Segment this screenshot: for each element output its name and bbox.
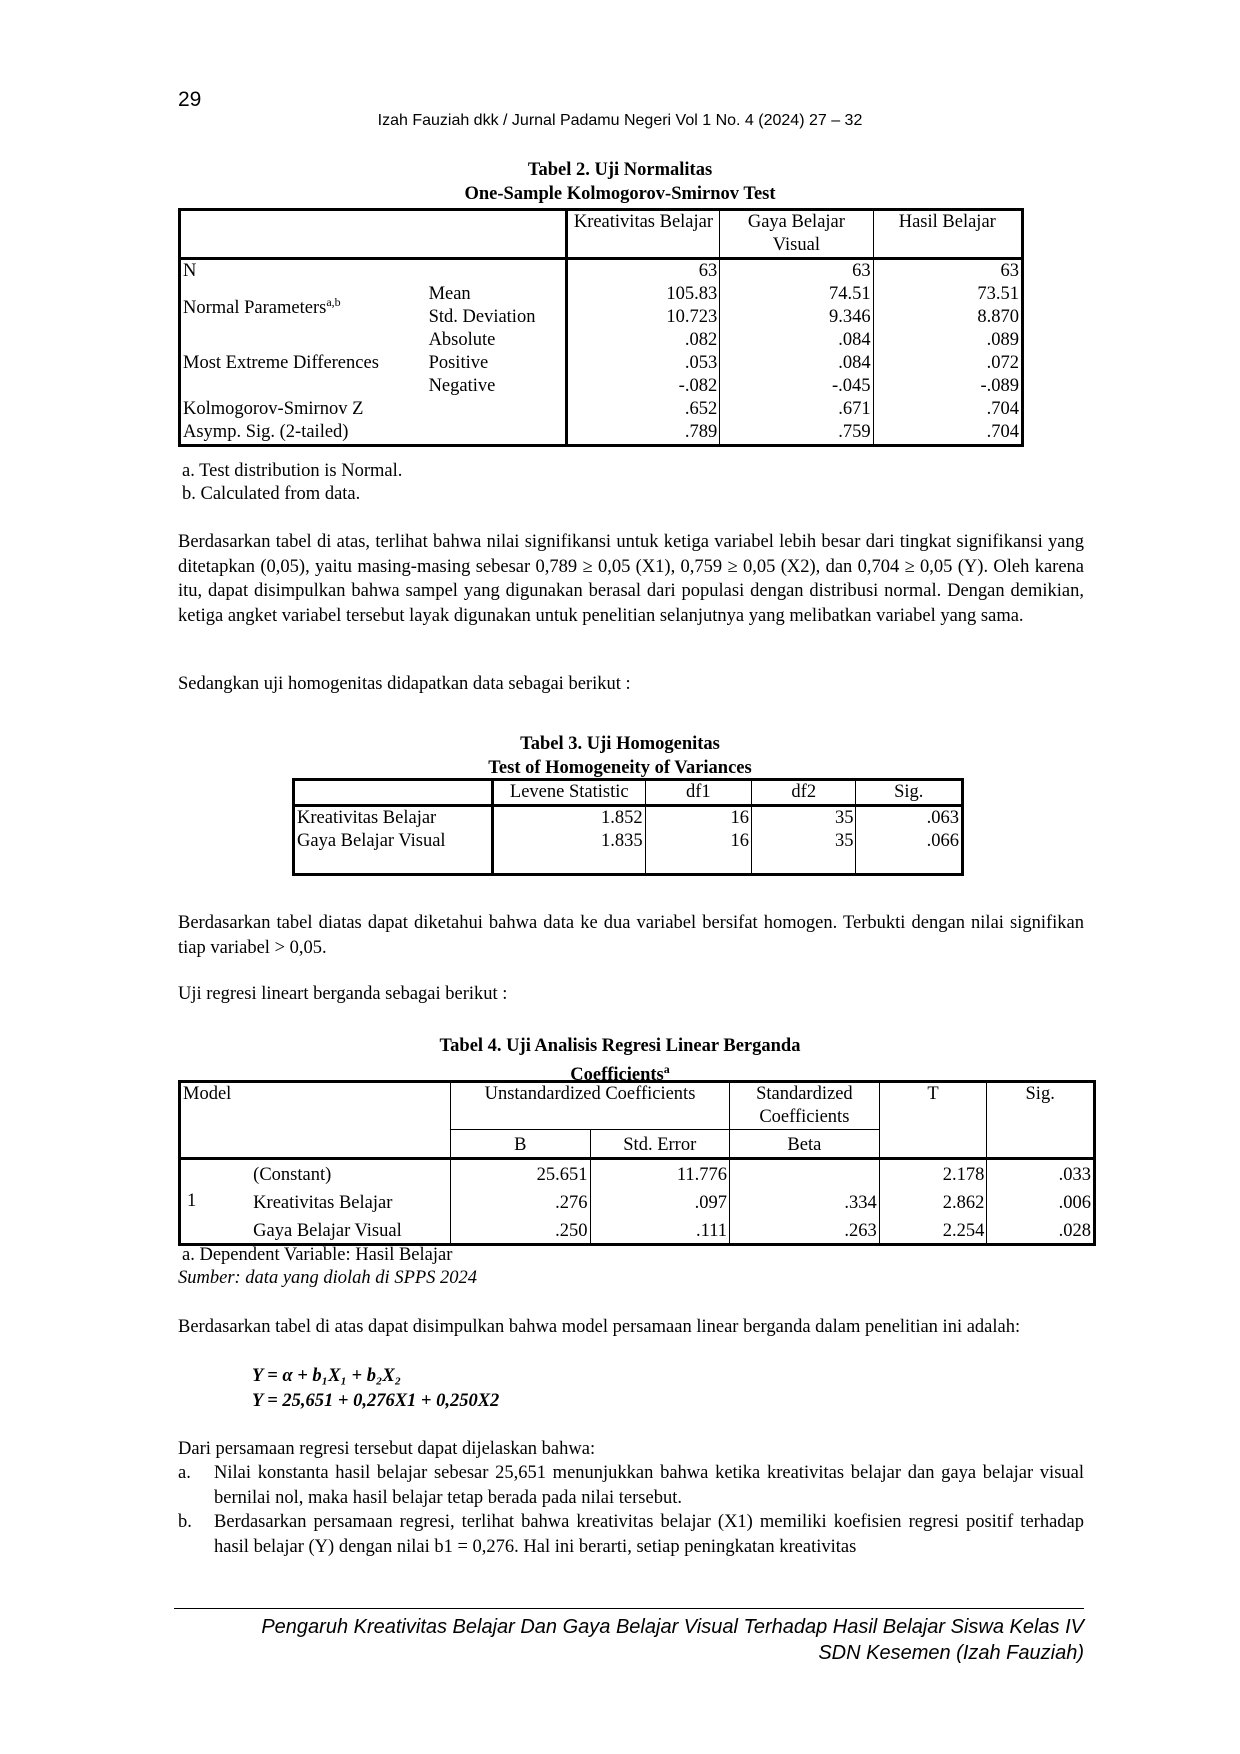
column-subheader: Std. Error bbox=[590, 1130, 730, 1159]
paragraph-homogeneity-intro: Sedangkan uji homogenitas didapatkan data sebagai berikut : bbox=[178, 674, 631, 694]
table-cell: .263 bbox=[730, 1215, 880, 1245]
row-label: Kreativitas Belajar bbox=[253, 1193, 393, 1213]
table-cell: 8.870 bbox=[873, 306, 1022, 329]
empty-header-cell bbox=[294, 780, 493, 806]
row-sublabel: Absolute bbox=[428, 330, 496, 350]
row-label: Kreativitas Belajar bbox=[297, 808, 437, 828]
explanation-list bbox=[178, 1461, 1084, 1559]
equation-estimated: Y = 25,651 + 0,276X1 + 0,250X2 bbox=[252, 1391, 500, 1411]
table-row bbox=[180, 283, 1023, 306]
table-row bbox=[180, 398, 1023, 421]
footer-title-line1: Pengaruh Kreativitas Belajar Dan Gaya Belajar Visual Terhadap Hasil Belajar Siswa Kelas IV bbox=[261, 1616, 1084, 1638]
table-cell: 25.651 bbox=[450, 1159, 590, 1188]
table-cell: 16 bbox=[645, 830, 751, 853]
row-label: Most Extreme Differences bbox=[183, 353, 379, 373]
table-cell: 9.346 bbox=[720, 306, 873, 329]
table-cell: .028 bbox=[987, 1215, 1095, 1245]
list-item bbox=[178, 1461, 1084, 1510]
table-cell: 2.862 bbox=[879, 1187, 987, 1215]
table-row bbox=[294, 830, 963, 853]
column-header: Levene Statistic bbox=[492, 780, 645, 806]
regression-coefficients-table bbox=[178, 1080, 1096, 1246]
paragraph-explanation-intro: Dari persamaan regresi tersebut dapat dijelaskan bahwa: bbox=[178, 1439, 596, 1459]
table-cell: 16 bbox=[645, 806, 751, 831]
column-header: Sig. bbox=[856, 780, 963, 806]
table-row bbox=[180, 421, 1023, 446]
row-sublabel bbox=[427, 398, 567, 421]
normality-table bbox=[178, 208, 1024, 447]
table-header-row bbox=[294, 780, 963, 806]
list-item-text: Berdasarkan persamaan regresi, terlihat bahwa kreativitas belajar (X1) memiliki koefisien regresi positif terhadap hasil belajar (Y) dengan nilai b1 = 0,276. Hal ini berarti, setiap peningkatan kreativitas bbox=[214, 1512, 1084, 1557]
paragraph-equation-intro: Berdasarkan tabel di atas dapat disimpulkan bahwa model persamaan linear berganda dalam penelitian ini adalah: bbox=[178, 1317, 1021, 1337]
table-cell: .276 bbox=[450, 1187, 590, 1215]
table2-subcaption: One-Sample Kolmogorov-Smirnov Test bbox=[464, 184, 776, 204]
row-label: Gaya Belajar Visual bbox=[253, 1221, 402, 1241]
table-cell: 74.51 bbox=[720, 283, 873, 306]
table-cell: .671 bbox=[720, 398, 873, 421]
table-cell: .111 bbox=[590, 1215, 730, 1245]
table-cell: -.082 bbox=[566, 375, 720, 398]
paragraph-normality-conclusion: Berdasarkan tabel di atas, terlihat bahwa nilai signifikansi untuk ketiga variabel lebih besar dari tingkat signifikansi yang ditetapkan (0,05), yaitu masing-masing sebesar 0,789 ≥ 0,05 (X1), 0,759 ≥ 0,05 (X2), dan 0,704 ≥ 0,05 (Y). Oleh karena itu, dapat disimpulkan bahwa sampel yang digunakan berasal dari populasi dengan distribusi normal. Dengan demikian, ketiga angket variabel tersebut layak digunakan untuk penelitian selanjutnya yang melibatkan variabel yang sama. bbox=[178, 532, 1084, 626]
table-cell: -.089 bbox=[873, 375, 1022, 398]
table-cell: 1.835 bbox=[492, 830, 645, 853]
table-cell: .097 bbox=[590, 1187, 730, 1215]
list-item-label: b. bbox=[178, 1512, 192, 1532]
table-cell: .072 bbox=[873, 352, 1022, 375]
table-cell: -.045 bbox=[720, 375, 873, 398]
table-cell: .082 bbox=[566, 329, 720, 352]
table-cell: .084 bbox=[720, 329, 873, 352]
table4-note: a. Dependent Variable: Hasil Belajar bbox=[182, 1245, 453, 1265]
table-cell: 63 bbox=[720, 259, 873, 284]
table3-subcaption: Test of Homogeneity of Variances bbox=[488, 758, 752, 778]
table-cell: 63 bbox=[566, 259, 720, 284]
column-header: Sig. bbox=[987, 1082, 1095, 1159]
row-sublabel: Mean bbox=[428, 284, 471, 304]
table3-caption: Tabel 3. Uji Homogenitas bbox=[520, 734, 720, 754]
page-number: 29 bbox=[178, 88, 202, 111]
table-cell: .652 bbox=[566, 398, 720, 421]
row-sublabel: Positive bbox=[428, 353, 489, 373]
row-label: Gaya Belajar Visual bbox=[297, 831, 446, 851]
column-subheader: B bbox=[450, 1130, 590, 1159]
list-item bbox=[178, 1510, 1084, 1559]
table-row bbox=[180, 1187, 1095, 1215]
table-cell: 105.83 bbox=[566, 283, 720, 306]
paragraph-homogeneity-conclusion: Berdasarkan tabel diatas dapat diketahui bahwa data ke dua variabel bersifat homogen. Terbukti dengan nilai signifikan tiap variabel > 0,05. bbox=[178, 913, 1084, 958]
empty-header-cell bbox=[180, 210, 567, 259]
footnote-marker: a bbox=[663, 1062, 670, 1076]
table-cell: .704 bbox=[873, 398, 1022, 421]
table-cell: .759 bbox=[720, 421, 873, 446]
column-header: T bbox=[879, 1082, 987, 1159]
paragraph-regression-intro: Uji regresi lineart berganda sebagai berikut : bbox=[178, 984, 508, 1004]
row-label-cell bbox=[180, 283, 427, 329]
column-header: df1 bbox=[645, 780, 751, 806]
table-cell: 2.254 bbox=[879, 1215, 987, 1245]
table-row bbox=[294, 806, 963, 831]
table4-subcaption: Coefficients bbox=[570, 1065, 664, 1086]
row-label: (Constant) bbox=[253, 1165, 332, 1185]
footer bbox=[174, 1614, 1084, 1666]
table-cell: 1.852 bbox=[492, 806, 645, 831]
running-header: Izah Fauziah dkk / Jurnal Padamu Negeri Vol 1 No. 4 (2024) 27 – 32 bbox=[377, 112, 863, 129]
column-header: Standardized Coefficients bbox=[730, 1082, 880, 1130]
column-header: Unstandardized Coefficients bbox=[450, 1082, 729, 1130]
table-cell: .334 bbox=[730, 1187, 880, 1215]
column-subheader: Beta bbox=[730, 1130, 880, 1159]
table-row bbox=[180, 1159, 1095, 1188]
table2-note-a: a. Test distribution is Normal. bbox=[182, 461, 403, 481]
table-cell: 35 bbox=[752, 806, 856, 831]
table4-caption: Tabel 4. Uji Analisis Regresi Linear Berganda bbox=[439, 1036, 801, 1056]
table-cell: .084 bbox=[720, 352, 873, 375]
table-cell: 10.723 bbox=[566, 306, 720, 329]
table-cell: .063 bbox=[856, 806, 963, 831]
table-cell: .089 bbox=[873, 329, 1022, 352]
homogeneity-table bbox=[292, 778, 964, 876]
row-label: Normal Parameters bbox=[183, 298, 327, 319]
table-header-row bbox=[180, 210, 1023, 259]
table2-note-b: b. Calculated from data. bbox=[182, 484, 361, 504]
column-header: Kreativitas Belajar bbox=[566, 210, 720, 259]
table-header-row bbox=[180, 1082, 1095, 1130]
column-header: Model bbox=[180, 1082, 451, 1159]
footnote-marker: a,b bbox=[326, 295, 341, 310]
table-row bbox=[180, 1215, 1095, 1245]
row-sublabel bbox=[427, 421, 567, 446]
table-row bbox=[180, 329, 1023, 352]
equation-general: Y = α + b₁X₁ + b₂X₂ bbox=[252, 1366, 402, 1386]
table-cell: 11.776 bbox=[590, 1159, 730, 1188]
table-cell: 35 bbox=[752, 830, 856, 853]
column-header: Hasil Belajar bbox=[873, 210, 1022, 259]
table-spacer-row bbox=[294, 853, 963, 875]
table4-source: Sumber: data yang diolah di SPPS 2024 bbox=[178, 1268, 478, 1288]
list-item-text: Nilai konstanta hasil belajar sebesar 25,651 menunjukkan bahwa ketika kreativitas belajar dan gaya belajar visual bernilai nol, maka hasil belajar tetap berada pada nilai tersebut. bbox=[214, 1463, 1084, 1508]
list-item-label: a. bbox=[178, 1463, 191, 1483]
table-row bbox=[180, 259, 1023, 284]
column-header: Gaya Belajar Visual bbox=[720, 210, 873, 259]
footer-title-line2: SDN Kesemen (Izah Fauziah) bbox=[818, 1642, 1084, 1664]
table-cell: 63 bbox=[873, 259, 1022, 284]
footer-divider bbox=[174, 1608, 1084, 1609]
table2-caption: Tabel 2. Uji Normalitas bbox=[527, 160, 713, 180]
table-cell: .066 bbox=[856, 830, 963, 853]
model-number: 1 bbox=[187, 1191, 197, 1211]
column-header: df2 bbox=[752, 780, 856, 806]
table-cell: 73.51 bbox=[873, 283, 1022, 306]
row-label: Kolmogorov-Smirnov Z bbox=[183, 399, 364, 419]
row-sublabel bbox=[427, 259, 567, 284]
row-sublabel: Negative bbox=[428, 376, 496, 396]
table-cell: .006 bbox=[987, 1187, 1095, 1215]
table-cell: .053 bbox=[566, 352, 720, 375]
table-cell: .789 bbox=[566, 421, 720, 446]
row-sublabel: Std. Deviation bbox=[428, 307, 536, 327]
table-cell: 2.178 bbox=[879, 1159, 987, 1188]
row-label: Asymp. Sig. (2-tailed) bbox=[183, 422, 349, 442]
table-cell: .033 bbox=[987, 1159, 1095, 1188]
table-cell bbox=[730, 1159, 880, 1188]
table-cell: .704 bbox=[873, 421, 1022, 446]
table-cell: .250 bbox=[450, 1215, 590, 1245]
row-label: N bbox=[183, 261, 197, 281]
